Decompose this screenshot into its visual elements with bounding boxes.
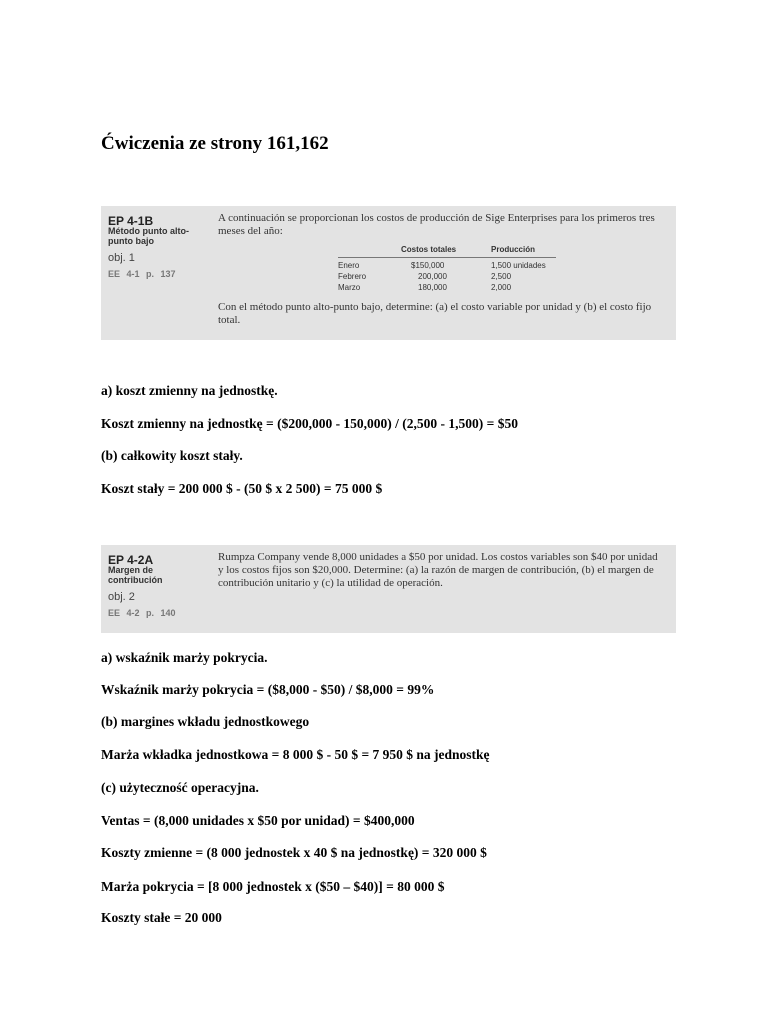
table-cell-production: 2,000 <box>491 283 512 292</box>
exercise-box-ep-4-2a <box>101 545 676 633</box>
table-cell-cost: 200,000 <box>418 272 447 281</box>
answer-line: Marża wkładka jednostkowa = 8 000 $ - 50 $ = 7 950 $ na jednostkę <box>101 747 490 762</box>
answer-heading: (b) margines wkładu jednostkowego <box>101 714 310 729</box>
answer-heading: a) wskaźnik marży pokrycia. <box>101 650 268 665</box>
table-cell-month: Febrero <box>338 272 367 281</box>
table-cell-cost: 180,000 <box>418 283 447 292</box>
exercise-text: Rumpza Company vende 8,000 unidades a $50 por unidad. Los costos variables son $40 por unidad y los costos fijos son $20,000. Determine: (a) la razón de margen de contribución, (b) el margen de contribución unitario y (c) la utilidad de operación. <box>218 551 658 589</box>
answer-line: Wskaźnik marży pokrycia = ($8,000 - $50) / $8,000 = 99% <box>101 682 435 697</box>
table-cell-production: 2,500 <box>491 272 512 281</box>
table-cell-month: Enero <box>338 261 360 270</box>
exercise-code: EP 4-1B <box>108 214 154 228</box>
page-title: Ćwiczenia ze strony 161,162 <box>101 133 329 154</box>
answer-heading: (c) użyteczność operacyjna. <box>101 780 259 795</box>
answer-line: Koszt stały = 200 000 $ - (50 $ x 2 500) = 75 000 $ <box>101 481 383 496</box>
table-cell-month: Marzo <box>338 283 361 292</box>
exercise-objective: obj. 1 <box>108 252 135 264</box>
answer-line: Ventas = (8,000 unidades x $50 por unidad) = $400,000 <box>101 813 415 828</box>
exercise-reference: EE 4-1 p. 137 <box>108 269 176 279</box>
answer-line: Koszty stałe = 20 000 <box>101 910 222 925</box>
answer-line: Koszt zmienny na jednostkę = ($200,000 - 150,000) / (2,500 - 1,500) = $50 <box>101 416 518 431</box>
table-rule <box>338 257 556 258</box>
table-cell-cost: $150,000 <box>411 261 445 270</box>
exercise-code: EP 4-2A <box>108 553 154 567</box>
answer-line: Marża pokrycia = [8 000 jednostek x ($50 – $40)] = 80 000 $ <box>101 879 445 894</box>
exercise-box-ep-4-1b <box>101 206 676 340</box>
exercise-subtitle: Margen de contribución <box>108 565 163 585</box>
table-cell-production: 1,500 unidades <box>491 261 546 270</box>
exercise-subtitle: Método punto alto-punto bajo <box>108 226 189 246</box>
table-header-production: Producción <box>491 245 536 254</box>
exercise-objective: obj. 2 <box>108 591 135 603</box>
table-header-total-costs: Costos totales <box>401 245 457 254</box>
answer-heading: a) koszt zmienny na jednostkę. <box>101 383 278 398</box>
answer-line: Koszty zmienne = (8 000 jednostek x 40 $ na jednostkę) = 320 000 $ <box>101 845 487 860</box>
answer-heading: (b) całkowity koszt stały. <box>101 448 243 463</box>
exercise-reference: EE 4-2 p. 140 <box>108 608 176 618</box>
exercise-question: Con el método punto alto-punto bajo, determine: (a) el costo variable por unidad y (b) el costo fijo total. <box>218 301 652 326</box>
exercise-intro: A continuación se proporcionan los costos de producción de Sige Enterprises para los primeros tres meses del año: <box>218 212 655 237</box>
